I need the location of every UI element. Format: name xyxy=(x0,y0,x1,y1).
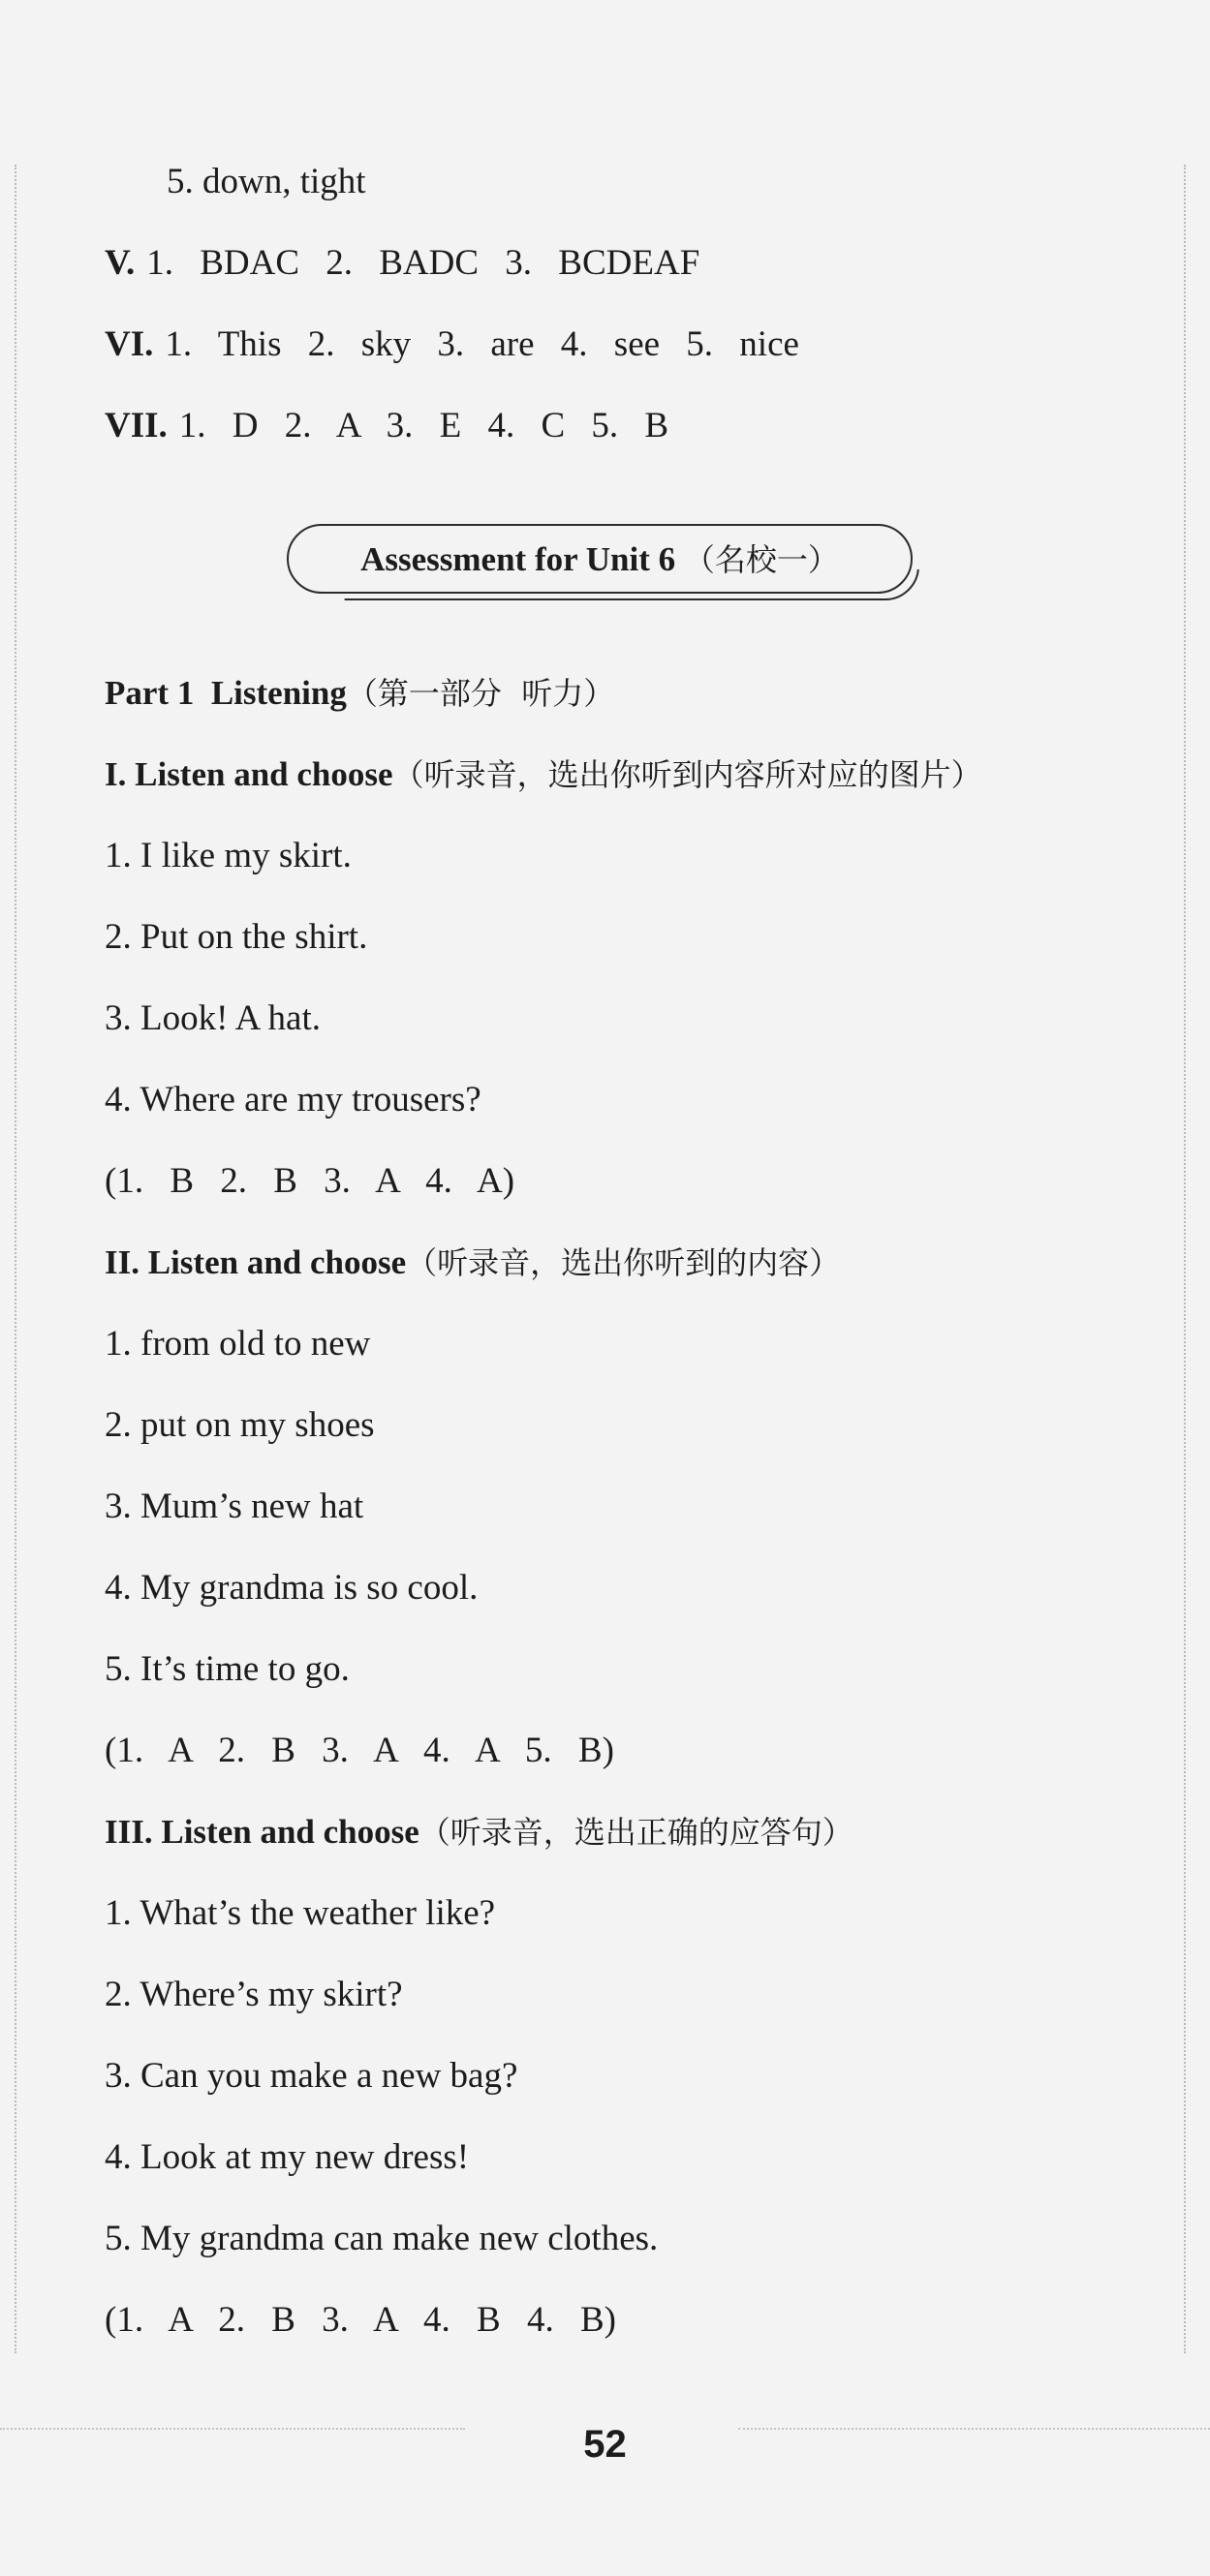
list-item: 2. Where’s my skirt? xyxy=(105,1975,403,2014)
list-item: 2. Put on the shirt. xyxy=(105,917,368,957)
section1-answers: (1. B 2. B 3. A 4. A) xyxy=(105,1161,515,1201)
left-margin-line xyxy=(15,165,16,2353)
section-label: VII. xyxy=(105,406,168,445)
section2-answers: (1. A 2. B 3. A 4. A 5. B) xyxy=(105,1731,614,1770)
list-item: 4. My grandma is so cool. xyxy=(105,1568,479,1608)
answer-text: 1. This 2. sky 3. are 4. see 5. nice xyxy=(165,324,799,364)
section3-heading: III. Listen and choose（听录音，选出正确的应答句） xyxy=(105,1813,853,1851)
prev-answer-vii xyxy=(105,405,668,447)
list-item: 5. It’s time to go. xyxy=(105,1649,350,1689)
prev-answer-v xyxy=(105,242,699,285)
list-item: 2. put on my shoes xyxy=(105,1405,375,1445)
part1-heading: Part 1 Listening（第一部分 听力） xyxy=(105,674,615,712)
assessment-title: Assessment for Unit 6 （名校一） xyxy=(360,540,839,578)
list-item: 4. Look at my new dress! xyxy=(105,2137,470,2177)
answer-text: 1. BDAC 2. BADC 3. BCDEAF xyxy=(146,243,700,283)
section1-heading: I. Listen and choose（听录音，选出你听到内容所对应的图片） xyxy=(105,755,982,793)
list-item: 1. I like my skirt. xyxy=(105,836,352,875)
answer-text: 1. D 2. A 3. E 4. C 5. B xyxy=(178,406,669,445)
section3-answers: (1. A 2. B 3. A 4. B 4. B) xyxy=(105,2300,616,2340)
list-item: 3. Look! A hat. xyxy=(105,998,322,1038)
list-item: 1. from old to new xyxy=(105,1324,371,1364)
section2-heading: II. Listen and choose（听录音，选出你听到的内容） xyxy=(105,1243,841,1281)
list-item: 5. My grandma can make new clothes. xyxy=(105,2219,659,2258)
section-label: V. xyxy=(105,243,136,283)
list-item: 1. What’s the weather like? xyxy=(105,1893,496,1933)
page-number: 52 xyxy=(583,2423,627,2466)
list-item: 3. Mum’s new hat xyxy=(105,1487,364,1526)
prev-answer-vi xyxy=(105,323,799,366)
prev-answer-item5: 5. down, tight xyxy=(167,162,366,201)
list-item: 4. Where are my trousers? xyxy=(105,1080,481,1119)
section-label: VI. xyxy=(105,324,154,364)
assessment-title-box xyxy=(287,524,913,594)
right-margin-line xyxy=(1184,165,1186,2353)
list-item: 3. Can you make a new bag? xyxy=(105,2056,518,2096)
